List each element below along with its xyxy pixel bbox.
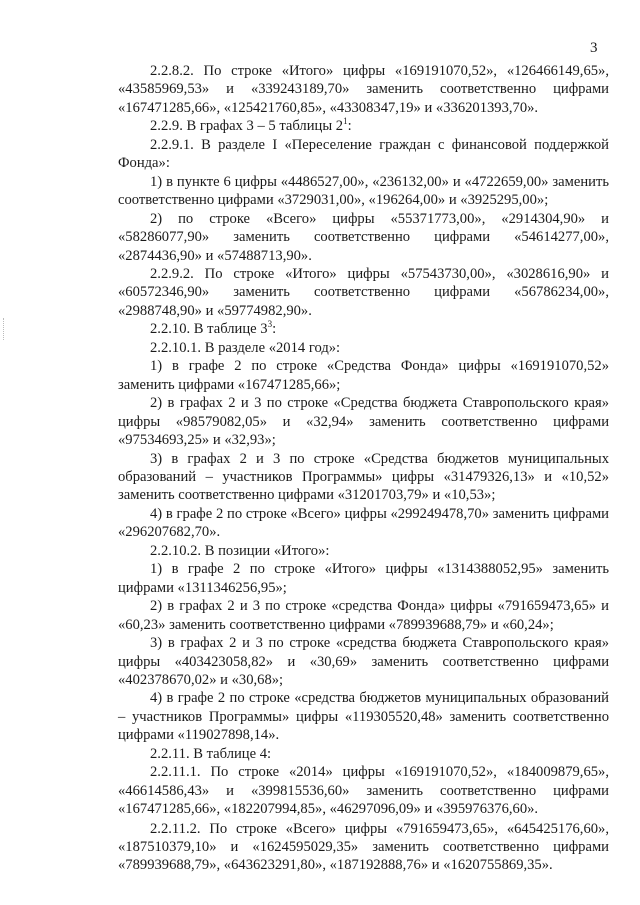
paragraph-item-2: 2) по строке «Всего» цифры «55371773,00», «2914304,90» и «58286077,90» заменить соответственно цифрами «54614277,00», «2874436,90» и «57488713,90». — [118, 210, 609, 264]
paragraph-item-1: 1) в графе 2 по строке «Средства Фонда» цифры «169191070,52» заменить цифрами «167471285,66»; — [118, 358, 609, 393]
paragraph-2-2-11: 2.2.11. В таблице 4: — [150, 745, 272, 762]
paragraph-item-1: 1) в графе 2 по строке «Итого» цифры «1314388052,95» заменить цифрами «1311346256,95»; — [118, 561, 609, 596]
document-body — [118, 62, 609, 875]
paragraph-2-2-10-text: 2.2.10. В таблице 3 — [150, 321, 268, 338]
margin-mark — [3, 318, 5, 340]
paragraph-2-2-11-1: 2.2.11.1. По строке «2014» цифры «169191070,52», «184009879,65», «46614586,43» и «399815536,60» заменить соответственно цифрами «167471285,66», «182207994,85», «46297096,09» и «395976376,60». — [118, 764, 609, 818]
paragraph-2-2-9-2: 2.2.9.2. По строке «Итого» цифры «57543730,00», «3028616,90» и «60572346,90» заменить соответственно цифрами «56786234,00», «2988748,90» и «59774982,90». — [118, 265, 609, 319]
paragraph-2-2-9-text: 2.2.9. В графах 3 – 5 таблицы 2 — [150, 118, 344, 135]
paragraph-item-3: 3) в графах 2 и 3 по строке «средства бюджета Ставропольского края» цифры «403423058,82» и «30,69» заменить соответственно цифрами «402378670,02» и «30,68»; — [118, 635, 609, 688]
paragraph-item-1: 1) в пункте 6 цифры «4486527,00», «236132,00» и «4722659,00» заменить соответственно цифрами «3729031,00», «196264,00» и «3925295,00»; — [118, 173, 609, 209]
paragraph-item-4: 4) в графе 2 по строке «Всего» цифры «299249478,70» заменить цифрами «296207682,70». — [118, 505, 609, 541]
paragraph-2-2-11-2: 2.2.11.2. По строке «Всего» цифры «791659473,65», «645425176,60», «187510379,10» и «1624595029,35» заменить соответственно цифрами «789939688,79», «643623291,80», «187192888,76» и «1620755869,35». — [118, 820, 609, 874]
footnote-mark: 3 — [267, 319, 273, 330]
page-number: 3 — [590, 40, 598, 56]
paragraph-2-2-9-1: 2.2.9.1. В разделе I «Переселение граждан с финансовой поддержкой Фонда»: — [118, 136, 609, 172]
paragraph-item-2: 2) в графах 2 и 3 по строке «средства Фонда» цифры «791659473,65» и «60,23» заменить соответственно цифрами «789939688,79» и «60,24»; — [118, 598, 609, 633]
paragraph-2-2-10 — [118, 320, 609, 338]
paragraph-item-2: 2) в графах 2 и 3 по строке «Средства бюджета Ставропольского края» цифры «98579082,05» и «32,94» заменить соответственно цифрами «97534693,25» и «32,93»; — [118, 395, 609, 449]
footnote-mark: 1 — [343, 116, 348, 127]
paragraph-item-3: 3) в графах 2 и 3 по строке «Средства бюджетов муниципальных образований – участников Программы» цифры «31479326,13» и «10,52» заменить соответственно цифрами «31201703,79» и «10,53»; — [118, 450, 609, 504]
paragraph-2-2-10-1: 2.2.10.1. В разделе «2014 год»: — [150, 339, 341, 356]
paragraph-2-2-10-2: 2.2.10.2. В позиции «Итого»: — [150, 542, 330, 559]
heading-colon: : — [272, 321, 277, 338]
paragraph-2-2-8-2: 2.2.8.2. По строке «Итого» цифры «169191070,52», «126466149,65», «43585969,53» и «339243189,70» заменить соответственно цифрами «167471285,66», «125421760,85», «43308347,19» и «336201393,70». — [118, 63, 609, 116]
paragraph-item-4: 4) в графе 2 по строке «средства бюджетов муниципальных образований – участников Программы» цифры «119305520,48» заменить соответственно цифрами «119027898,14». — [118, 690, 609, 744]
heading-colon: : — [347, 118, 352, 135]
paragraph-2-2-9 — [118, 117, 609, 135]
